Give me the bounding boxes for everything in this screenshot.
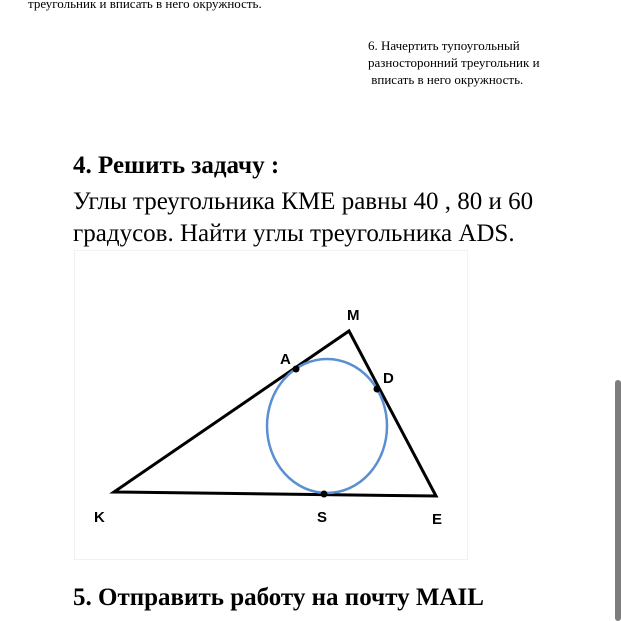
point-d — [374, 386, 381, 393]
task-6-line-3: вписать в него окружность. — [368, 72, 524, 87]
task-5-heading: 5. Отправить работу на почту MAIL — [73, 584, 484, 611]
label-a: A — [280, 351, 291, 368]
task-6-line-1: 6. Начертить тупоугольный — [368, 38, 520, 53]
point-a — [293, 366, 300, 373]
task-4-heading: 4. Решить задачу : — [73, 152, 280, 179]
label-m: M — [347, 307, 360, 324]
task-6-line-2: разносторонний треугольник и — [368, 55, 540, 70]
point-s — [321, 491, 328, 498]
task-4-line-1: Углы треугольника КМЕ равны 40 , 80 и 60 — [73, 188, 534, 215]
label-d: D — [383, 370, 394, 387]
label-k: K — [94, 509, 105, 526]
label-e: E — [432, 511, 443, 528]
task-4-line-2: градусов. Найти углы треугольника ADS. — [73, 220, 515, 247]
task-4-problem — [73, 186, 603, 250]
triangle-figure — [74, 250, 468, 560]
previous-task-text: треугольник и вписать в него окружность. — [28, 0, 262, 11]
task-6-text — [368, 37, 608, 88]
label-s: S — [317, 509, 328, 526]
scrollbar-thumb[interactable] — [615, 380, 621, 621]
triangle-diagram — [74, 250, 468, 560]
